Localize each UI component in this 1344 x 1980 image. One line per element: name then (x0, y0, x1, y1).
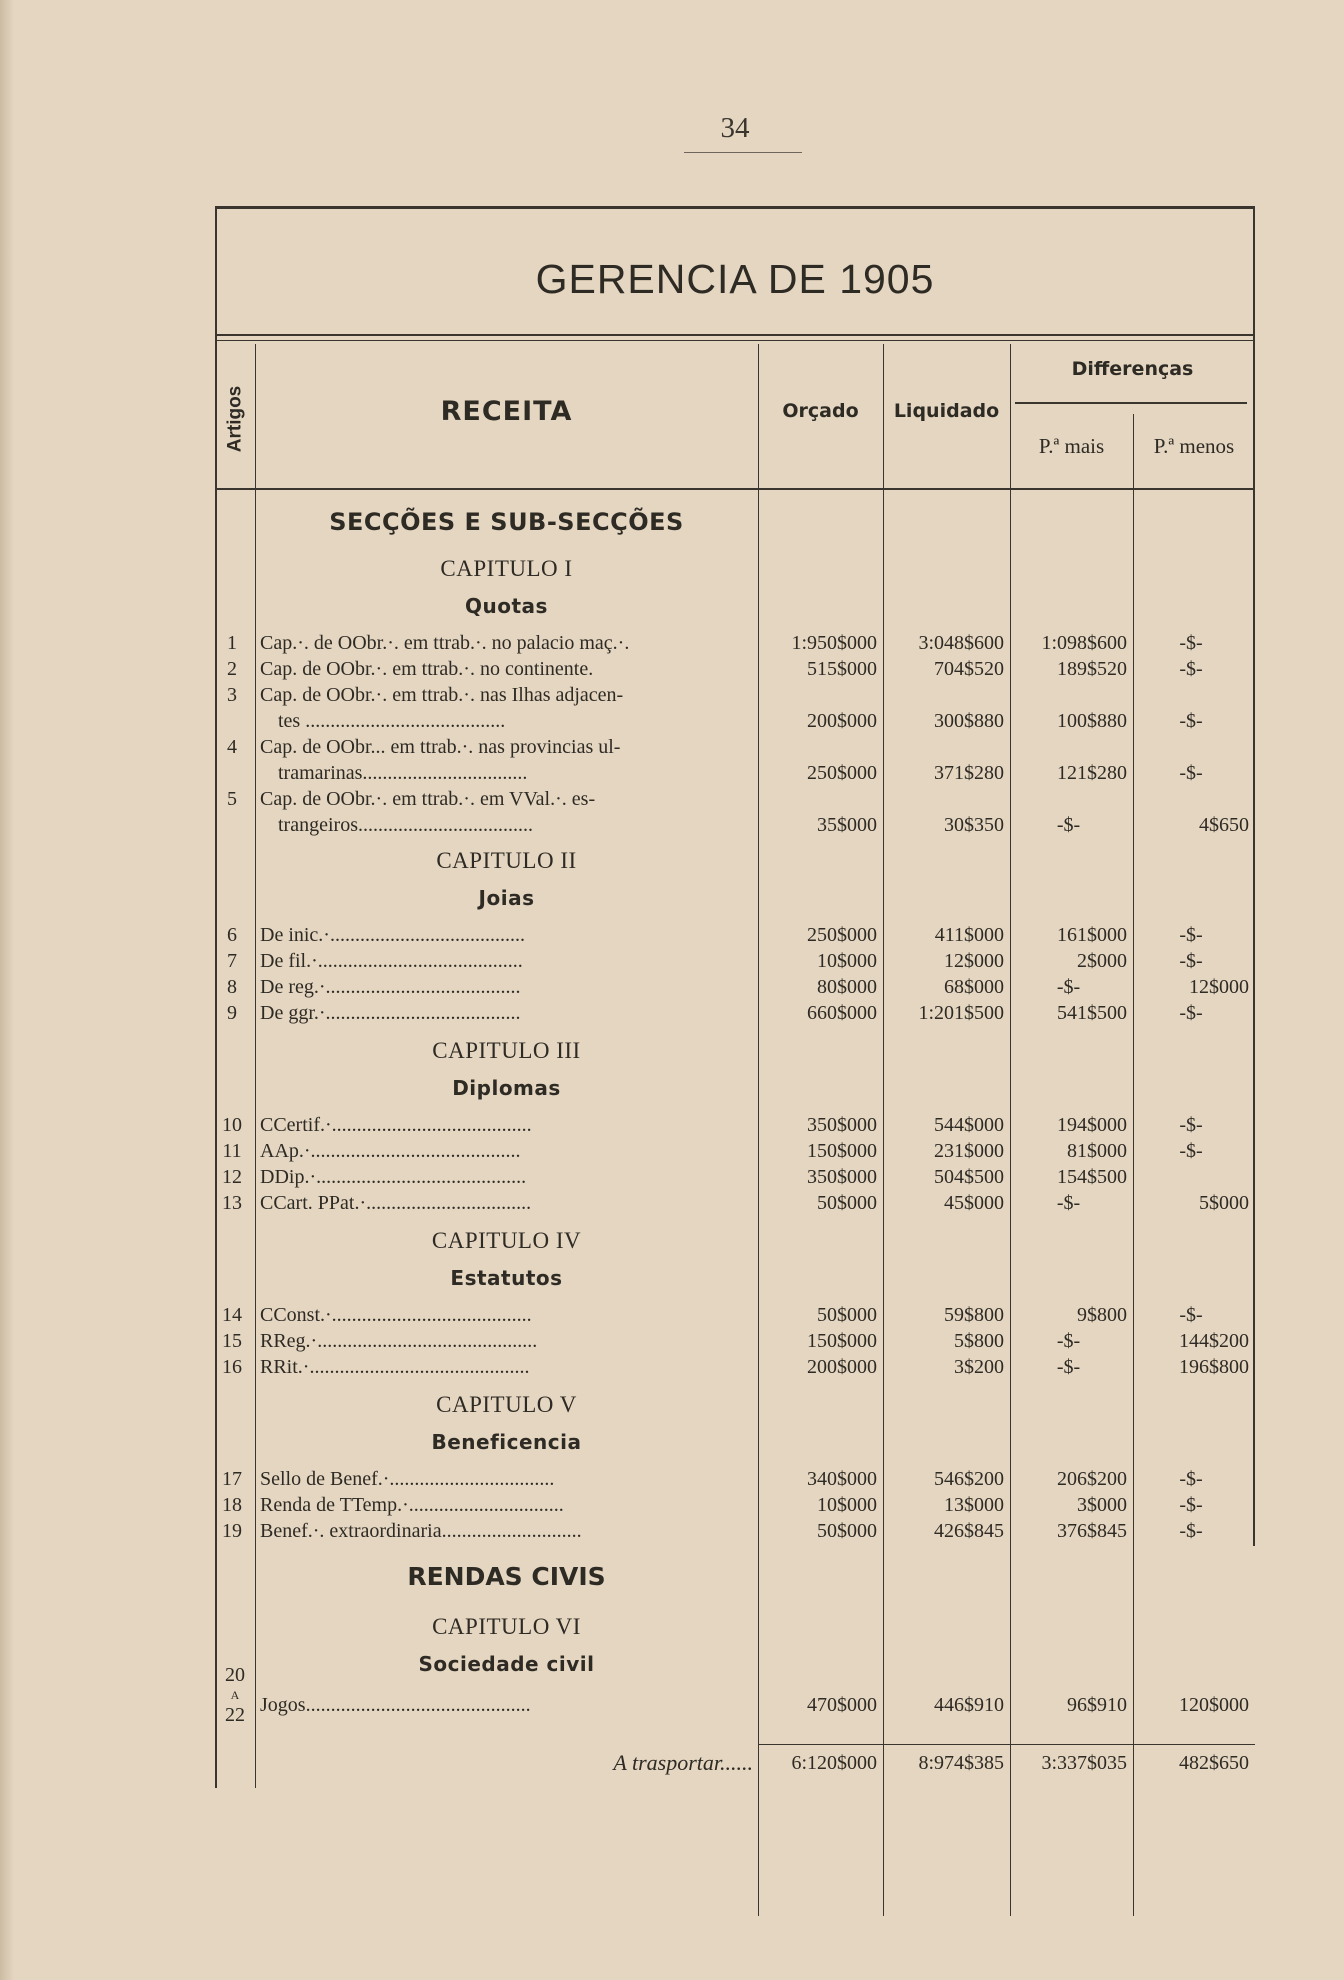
chapter-subtitle: Sociedade civil (418, 1652, 595, 1676)
header-artigos-label: Artigos (224, 385, 245, 453)
row-number: 9 (227, 1002, 237, 1024)
table-row (215, 1354, 1255, 1380)
title-rule (215, 340, 1255, 341)
cell-menos: -$- (1179, 1304, 1203, 1326)
cell-menos: -$- (1179, 1002, 1203, 1024)
cell-mais: 541$500 (1057, 1002, 1127, 1024)
chapter-subtitle: Diplomas (452, 1076, 561, 1100)
cell-liquidado: 704$520 (934, 658, 1004, 680)
section-title: SECÇÕES E SUB-SECÇÕES (329, 508, 684, 536)
row-description: RReg.·............................................ (260, 1330, 538, 1352)
cell-mais: -$- (1056, 1356, 1081, 1378)
row-description-continued: tramarinas................................. (278, 762, 528, 784)
row-number: 15 (222, 1330, 242, 1352)
cell-liquidado: 544$000 (934, 1114, 1004, 1136)
title-rule (215, 334, 1255, 336)
table-row (215, 682, 1255, 708)
cell-menos: 5$000 (1199, 1192, 1249, 1214)
cell-orcado: 250$000 (807, 762, 877, 784)
cell-mais: 376$845 (1057, 1520, 1127, 1542)
header-receita: RECEITA (440, 396, 573, 427)
row-description: Cap.·. de OObr.·. em ttrab.·. no palacio maç.·. (260, 632, 630, 654)
table-row (215, 1302, 1255, 1328)
table-row (215, 974, 1255, 1000)
total-mais: 3:337$035 (1041, 1752, 1127, 1774)
cell-mais: 194$000 (1057, 1114, 1127, 1136)
row-description: Cap. de OObr... em ttrab.·. nas provincias ul- (260, 736, 621, 758)
row-number: 6 (227, 924, 237, 946)
cell-menos: -$- (1179, 658, 1203, 680)
cell-liquidado: 411$000 (934, 924, 1004, 946)
table-row (215, 1138, 1255, 1164)
cell-menos: -$- (1179, 1114, 1203, 1136)
chapter-title: CAPITULO VI (432, 1614, 581, 1639)
row-description-continued: tes ........................................ (278, 710, 506, 732)
cell-mais: -$- (1056, 976, 1081, 998)
cell-orcado: 150$000 (807, 1140, 877, 1162)
rendas-title: RENDAS CIVIS (407, 1562, 606, 1591)
table-row (215, 922, 1255, 948)
cell-mais: 9$800 (1077, 1304, 1127, 1326)
cell-orcado: 10$000 (817, 1494, 877, 1516)
total-rule (758, 1744, 883, 1745)
cell-orcado: 35$000 (817, 814, 877, 836)
row-number: 14 (222, 1304, 242, 1326)
cell-liquidado: 231$000 (934, 1140, 1004, 1162)
cell-liquidado: 30$350 (944, 814, 1004, 836)
row-number: 19 (222, 1520, 242, 1542)
cell-menos: 196$800 (1179, 1356, 1249, 1378)
cell-liquidado: 68$000 (944, 976, 1004, 998)
cell-mais: 154$500 (1057, 1166, 1127, 1188)
cell-liquidado: 13$000 (944, 1494, 1004, 1516)
cell-mais: 96$910 (1067, 1694, 1127, 1716)
cell-liquidado: 546$200 (934, 1468, 1004, 1490)
row-number-end: 22 (225, 1704, 245, 1726)
ledger-table (215, 206, 1255, 1788)
cell-menos: 12$000 (1189, 976, 1249, 998)
page-number-rule (684, 152, 802, 153)
table-row (215, 1466, 1255, 1492)
row-description-continued: trangeiros................................... (278, 814, 533, 836)
cell-orcado: 660$000 (807, 1002, 877, 1024)
row-number: 7 (227, 950, 237, 972)
page-edge (0, 0, 14, 1980)
cell-mais: -$- (1056, 1330, 1081, 1352)
total-rule (1133, 1744, 1255, 1745)
total-rule (1010, 1744, 1133, 1745)
cell-orcado: 340$000 (807, 1468, 877, 1490)
table-row (215, 1692, 1255, 1718)
row-number-connector: A (230, 1688, 240, 1702)
table-row (215, 1328, 1255, 1354)
cell-menos: -$- (1179, 1140, 1203, 1162)
cell-menos: -$- (1179, 950, 1203, 972)
cell-orcado: 250$000 (807, 924, 877, 946)
cell-orcado: 200$000 (807, 1356, 877, 1378)
chapter-subtitle: Joias (478, 886, 535, 910)
top-rule (215, 206, 1255, 209)
total-orcado: 6:120$000 (791, 1752, 877, 1774)
total-menos: 482$650 (1179, 1752, 1249, 1774)
cell-liquidado: 12$000 (944, 950, 1004, 972)
cell-mais: -$- (1056, 1192, 1081, 1214)
header-liquidado: Liquidado (893, 400, 1000, 422)
row-number: 12 (222, 1166, 242, 1188)
total-row (215, 1750, 1255, 1776)
row-number: 17 (222, 1468, 242, 1490)
cell-liquidado: 45$000 (944, 1192, 1004, 1214)
table-row-continuation (215, 708, 1255, 734)
cell-orcado: 50$000 (817, 1304, 877, 1326)
row-number: 16 (222, 1356, 242, 1378)
cell-mais: 206$200 (1057, 1468, 1127, 1490)
cell-menos: -$- (1179, 632, 1203, 654)
cell-orcado: 80$000 (817, 976, 877, 998)
row-description: De fil.·......................................... (260, 950, 523, 972)
cell-orcado: 350$000 (807, 1166, 877, 1188)
table-row-continuation (215, 812, 1255, 838)
row-number: 4 (227, 736, 237, 758)
cell-mais: 121$280 (1057, 762, 1127, 784)
table-row (215, 734, 1255, 760)
row-number: 8 (227, 976, 237, 998)
cell-menos: -$- (1179, 1468, 1203, 1490)
row-description: AAp.·.......................................... (260, 1140, 521, 1162)
row-number: 1 (227, 632, 237, 654)
row-description: De reg.·....................................... (260, 976, 521, 998)
cell-liquidado: 446$910 (934, 1694, 1004, 1716)
row-number: 18 (222, 1494, 242, 1516)
header-menos: P.ª menos (1153, 434, 1235, 458)
row-number-start: 20 (225, 1664, 245, 1686)
page-number: 34 (720, 112, 750, 144)
row-description: Jogos............................................. (260, 1694, 531, 1716)
table-row (215, 1190, 1255, 1216)
cell-mais: 1:098$600 (1041, 632, 1127, 654)
cell-mais: 100$880 (1057, 710, 1127, 732)
cell-orcado: 1:950$000 (791, 632, 877, 654)
cell-mais: -$- (1056, 814, 1081, 836)
row-description: CCart. PPat.·................................. (260, 1192, 532, 1214)
cell-menos: -$- (1179, 1520, 1203, 1542)
total-liquidado: 8:974$385 (918, 1752, 1004, 1774)
table-row (215, 656, 1255, 682)
chapter-title: CAPITULO III (432, 1038, 581, 1063)
row-description: Cap. de OObr.·. em ttrab.·. no continente. (260, 658, 594, 680)
cell-menos: -$- (1179, 710, 1203, 732)
cell-menos: 4$650 (1199, 814, 1249, 836)
table-row (215, 1492, 1255, 1518)
chapter-title: CAPITULO IV (431, 1228, 582, 1253)
cell-menos: 120$000 (1179, 1694, 1249, 1716)
row-number: 5 (227, 788, 237, 810)
row-description: CConst.·........................................ (260, 1304, 532, 1326)
cell-liquidado: 59$800 (944, 1304, 1004, 1326)
row-description: DDip.·.......................................... (260, 1166, 527, 1188)
chapter-subtitle: Estatutos (450, 1266, 563, 1290)
row-number: 11 (222, 1140, 242, 1162)
cell-mais: 189$520 (1057, 658, 1127, 680)
cell-liquidado: 3:048$600 (918, 632, 1004, 654)
differencas-rule (1015, 402, 1247, 404)
cell-mais: 2$000 (1077, 950, 1127, 972)
table-row (215, 786, 1255, 812)
cell-orcado: 200$000 (807, 710, 877, 732)
cell-liquidado: 504$500 (934, 1166, 1004, 1188)
cell-menos: -$- (1179, 1494, 1203, 1516)
cell-orcado: 50$000 (817, 1520, 877, 1542)
header-orcado: Orçado (782, 400, 859, 422)
cell-mais: 81$000 (1067, 1140, 1127, 1162)
table-row (215, 1518, 1255, 1544)
row-description: Cap. de OObr.·. em ttrab.·. nas Ilhas adjacen- (260, 684, 624, 706)
row-description: De ggr.·....................................... (260, 1002, 521, 1024)
cell-orcado: 150$000 (807, 1330, 877, 1352)
cell-menos: -$- (1179, 762, 1203, 784)
row-description: Renda de TTemp.·............................... (260, 1494, 564, 1516)
cell-orcado: 515$000 (807, 658, 877, 680)
table-row-continuation (215, 760, 1255, 786)
table-row (215, 1164, 1255, 1190)
row-description: RRit.·............................................ (260, 1356, 530, 1378)
table-row (215, 1000, 1255, 1026)
row-number: 13 (222, 1192, 242, 1214)
total-label: A trasportar...... (613, 1750, 753, 1775)
table-row (215, 630, 1255, 656)
row-description: De inic.·....................................... (260, 924, 525, 946)
table-row (215, 1112, 1255, 1138)
row-description: Benef.·. extraordinaria............................ (260, 1520, 582, 1542)
chapter-title: CAPITULO V (436, 1392, 577, 1417)
header-mais: P.ª mais (1038, 434, 1105, 458)
row-number: 10 (222, 1114, 242, 1136)
chapter-subtitle: Beneficencia (431, 1430, 582, 1454)
cell-liquidado: 426$845 (934, 1520, 1004, 1542)
row-description: Sello de Benef.·................................. (260, 1468, 555, 1490)
cell-menos: -$- (1179, 924, 1203, 946)
chapter-subtitle: Quotas (465, 594, 548, 618)
ledger-title: GERENCIA DE 1905 (535, 256, 935, 302)
cell-liquidado: 3$200 (954, 1356, 1004, 1378)
cell-orcado: 10$000 (817, 950, 877, 972)
cell-liquidado: 300$880 (934, 710, 1004, 732)
total-rule (883, 1744, 1010, 1745)
cell-orcado: 470$000 (807, 1694, 877, 1716)
row-number: 2 (227, 658, 237, 680)
table-row (215, 948, 1255, 974)
cell-liquidado: 371$280 (934, 762, 1004, 784)
header-artigos (217, 356, 253, 482)
header-bottom-rule (215, 488, 1255, 490)
chapter-title: CAPITULO II (436, 848, 577, 873)
cell-mais: 3$000 (1077, 1494, 1127, 1516)
cell-menos: 144$200 (1179, 1330, 1249, 1352)
cell-liquidado: 5$800 (954, 1330, 1004, 1352)
row-description: Cap. de OObr.·. em ttrab.·. em VVal.·. es- (260, 788, 596, 810)
header-differencas: Differenças (1071, 358, 1194, 380)
chapter-title: CAPITULO I (440, 556, 573, 581)
cell-orcado: 350$000 (807, 1114, 877, 1136)
cell-mais: 161$000 (1057, 924, 1127, 946)
row-description: CCertif.·........................................ (260, 1114, 532, 1136)
cell-liquidado: 1:201$500 (918, 1002, 1004, 1024)
cell-orcado: 50$000 (817, 1192, 877, 1214)
row-number: 3 (227, 684, 237, 706)
